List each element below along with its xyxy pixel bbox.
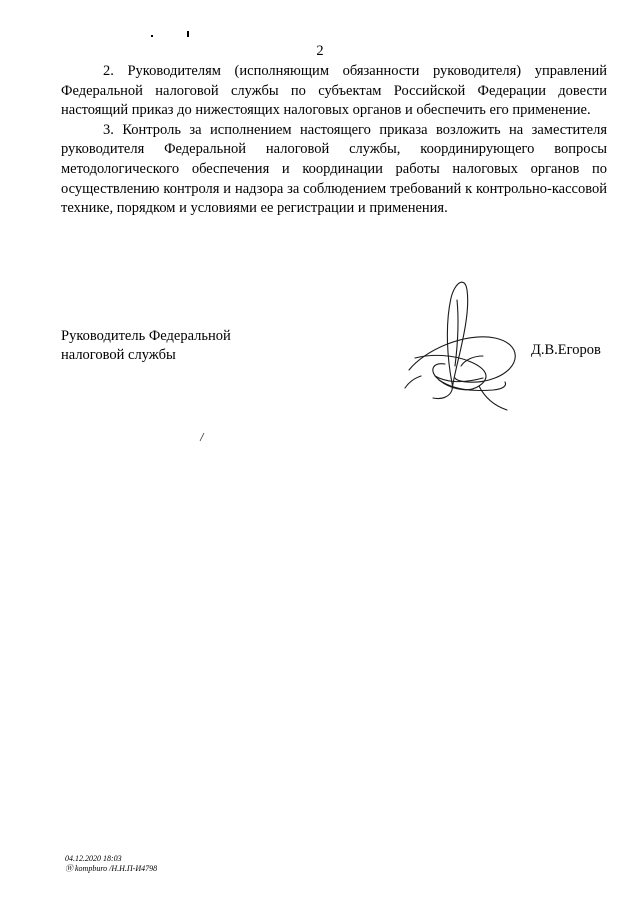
- paragraph-2: 2. Руководителям (исполняющим обязанности руководителя) управлений Федеральной налоговой службы по субъектам Российской Федерации довести настоящий приказ до нижестоящих налоговых органов и обеспечить его применение.: [61, 63, 607, 119]
- handwritten-signature: [395, 270, 530, 420]
- scan-artifact-tick: [187, 31, 189, 37]
- footer-timestamp: 04.12.2020 18:03: [65, 854, 122, 863]
- signatory-position: [61, 327, 231, 365]
- document-footer: [65, 854, 157, 874]
- footer-reference: Ⓦ kompburo /Н.Н.П-И4798: [65, 864, 158, 873]
- stray-pen-mark: [198, 432, 206, 442]
- paragraph-3: 3. Контроль за исполнением настоящего приказа возложить на заместителя руководителя Федеральной налоговой службы, координирующего вопросы методологического обеспечения и координации работы налоговых органов по осуществлению контроля и надзора за соблюдением требований к контрольно-кассовой технике, порядком и условиями ее регистрации и применения.: [61, 121, 607, 217]
- scan-artifact-dot: [151, 35, 153, 37]
- signatory-name: Д.В.Егоров: [531, 342, 601, 358]
- signatory-position-line-1: Руководитель Федеральной: [61, 328, 231, 344]
- document-body: [61, 62, 607, 219]
- signatory-position-line-2: налоговой службы: [61, 347, 176, 363]
- page-number: 2: [316, 43, 324, 59]
